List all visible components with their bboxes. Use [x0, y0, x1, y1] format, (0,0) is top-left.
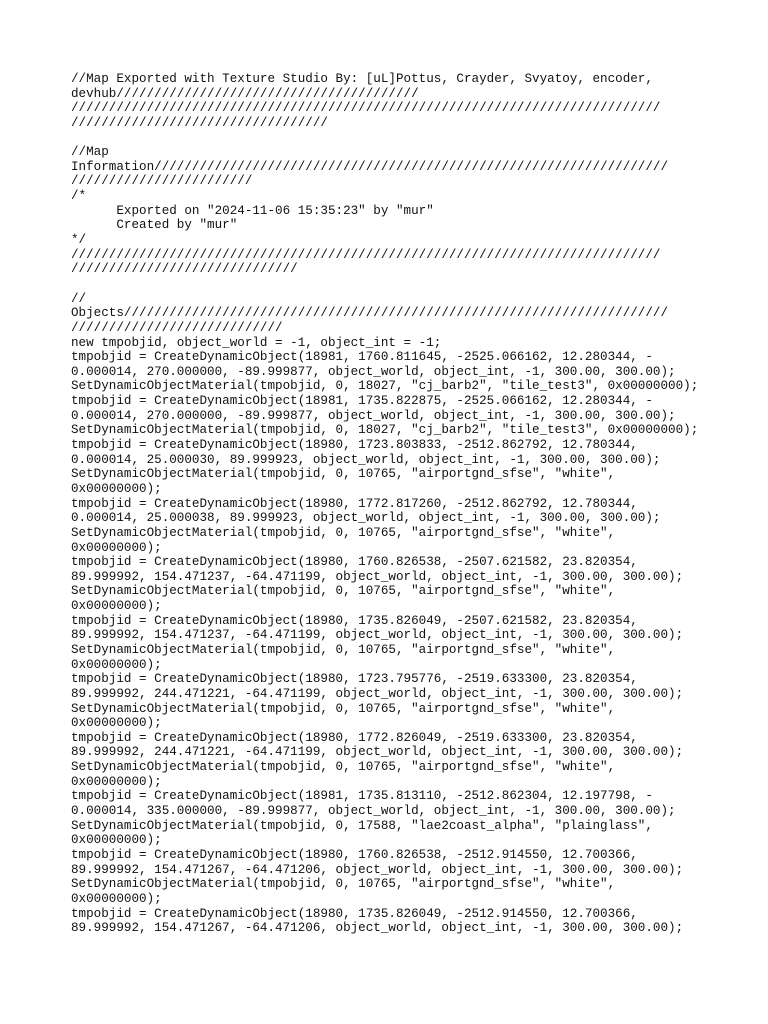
code-document — [71, 72, 711, 936]
code-line: tmpobjid = CreateDynamicObject(18980, 1772.826049, -2519.633300, 23.820354, — [71, 730, 638, 745]
code-line: 0x00000000); — [71, 774, 162, 789]
code-line: Created by "mur" — [71, 218, 238, 233]
code-line: //////////////////////////// — [71, 320, 283, 335]
code-line: Exported on "2024-11-06 15:35:23" by "mur" — [71, 203, 434, 218]
code-line: 0.000014, 335.000000, -89.999877, object_world, object_int, -1, 300.00, 300.00); — [71, 804, 676, 819]
code-line: 0x00000000); — [71, 657, 162, 672]
code-line: tmpobjid = CreateDynamicObject(18981, 1735.813110, -2512.862304, 12.197798, - — [71, 789, 653, 804]
code-line: Objects//////////////////////////////////////////////////////////////////////// — [71, 306, 669, 321]
code-line: 89.999992, 244.471221, -64.471199, object_world, object_int, -1, 300.00, 300.00); — [71, 686, 684, 701]
code-line: //////////////////////// — [71, 174, 253, 189]
code-line: 89.999992, 154.471237, -64.471199, object_world, object_int, -1, 300.00, 300.00); — [71, 628, 684, 643]
code-line: SetDynamicObjectMaterial(tmpobjid, 0, 10765, "airportgnd_sfse", "white", — [71, 642, 616, 657]
code-line: 0.000014, 25.000038, 89.999923, object_world, object_int, -1, 300.00, 300.00); — [71, 511, 661, 526]
code-line: SetDynamicObjectMaterial(tmpobjid, 0, 10765, "airportgnd_sfse", "white", — [71, 877, 616, 892]
code-line: new tmpobjid, object_world = -1, object_int = -1; — [71, 335, 442, 350]
code-line: tmpobjid = CreateDynamicObject(18981, 1735.822875, -2525.066162, 12.280344, - — [71, 394, 653, 409]
code-line: SetDynamicObjectMaterial(tmpobjid, 0, 10765, "airportgnd_sfse", "white", — [71, 467, 616, 482]
code-line: ////////////////////////////// — [71, 262, 298, 277]
code-line: 0x00000000); — [71, 540, 162, 555]
code-line: 0x00000000); — [71, 891, 162, 906]
code-line: //Map Exported with Texture Studio By: [uL]Pottus, Crayder, Svyatoy, encoder, — [71, 72, 653, 86]
code-line: SetDynamicObjectMaterial(tmpobjid, 0, 17588, "lae2coast_alpha", "plainglass", — [71, 818, 653, 833]
code-line: ////////////////////////////////////////////////////////////////////////////// — [71, 247, 661, 262]
code-line: // — [71, 291, 87, 306]
code-line: */ — [71, 233, 87, 248]
code-line: SetDynamicObjectMaterial(tmpobjid, 0, 10765, "airportgnd_sfse", "white", — [71, 701, 616, 716]
code-line: SetDynamicObjectMaterial(tmpobjid, 0, 10765, "airportgnd_sfse", "white", — [71, 525, 616, 540]
code-line: 0x00000000); — [71, 833, 162, 848]
code-line: /* — [71, 189, 87, 204]
code-line: SetDynamicObjectMaterial(tmpobjid, 0, 10765, "airportgnd_sfse", "white", — [71, 584, 616, 599]
code-line: 0x00000000); — [71, 599, 162, 614]
code-line: 0.000014, 270.000000, -89.999877, object_world, object_int, -1, 300.00, 300.00); — [71, 408, 676, 423]
code-line: 0.000014, 25.000030, 89.999923, object_world, object_int, -1, 300.00, 300.00); — [71, 452, 661, 467]
code-line: SetDynamicObjectMaterial(tmpobjid, 0, 18027, "cj_barb2", "tile_test3", 0x00000000); — [71, 423, 699, 438]
code-line: ////////////////////////////////////////////////////////////////////////////// — [71, 101, 661, 116]
blank-line — [71, 131, 711, 146]
code-line: tmpobjid = CreateDynamicObject(18980, 1735.826049, -2507.621582, 23.820354, — [71, 613, 638, 628]
code-line: SetDynamicObjectMaterial(tmpobjid, 0, 18027, "cj_barb2", "tile_test3", 0x00000000); — [71, 379, 699, 394]
code-line: tmpobjid = CreateDynamicObject(18980, 1760.826538, -2512.914550, 12.700366, — [71, 847, 638, 862]
blank-line — [71, 277, 711, 292]
code-line: Information//////////////////////////////////////////////////////////////////// — [71, 159, 669, 174]
code-line: //Map — [71, 145, 109, 160]
code-line: 89.999992, 154.471267, -64.471206, object_world, object_int, -1, 300.00, 300.00); — [71, 862, 684, 877]
code-line: 0.000014, 270.000000, -89.999877, object_world, object_int, -1, 300.00, 300.00); — [71, 364, 676, 379]
code-line: 89.999992, 154.471267, -64.471206, object_world, object_int, -1, 300.00, 300.00); — [71, 921, 684, 936]
code-line: 89.999992, 244.471221, -64.471199, object_world, object_int, -1, 300.00, 300.00); — [71, 745, 684, 760]
code-line: tmpobjid = CreateDynamicObject(18980, 1723.795776, -2519.633300, 23.820354, — [71, 672, 638, 687]
code-line: tmpobjid = CreateDynamicObject(18980, 1760.826538, -2507.621582, 23.820354, — [71, 555, 638, 570]
code-line: 0x00000000); — [71, 716, 162, 731]
code-line: tmpobjid = CreateDynamicObject(18980, 1735.826049, -2512.914550, 12.700366, — [71, 906, 638, 921]
code-line: tmpobjid = CreateDynamicObject(18981, 1760.811645, -2525.066162, 12.280344, - — [71, 350, 653, 365]
code-line: 89.999992, 154.471237, -64.471199, object_world, object_int, -1, 300.00, 300.00); — [71, 569, 684, 584]
code-line: SetDynamicObjectMaterial(tmpobjid, 0, 10765, "airportgnd_sfse", "white", — [71, 760, 616, 775]
code-line: tmpobjid = CreateDynamicObject(18980, 1723.803833, -2512.862792, 12.780344, — [71, 438, 638, 453]
code-line: devhub//////////////////////////////////////// — [71, 86, 419, 101]
code-line: 0x00000000); — [71, 481, 162, 496]
code-line: ////////////////////////////////// — [71, 115, 328, 130]
code-line: tmpobjid = CreateDynamicObject(18980, 1772.817260, -2512.862792, 12.780344, — [71, 496, 638, 511]
